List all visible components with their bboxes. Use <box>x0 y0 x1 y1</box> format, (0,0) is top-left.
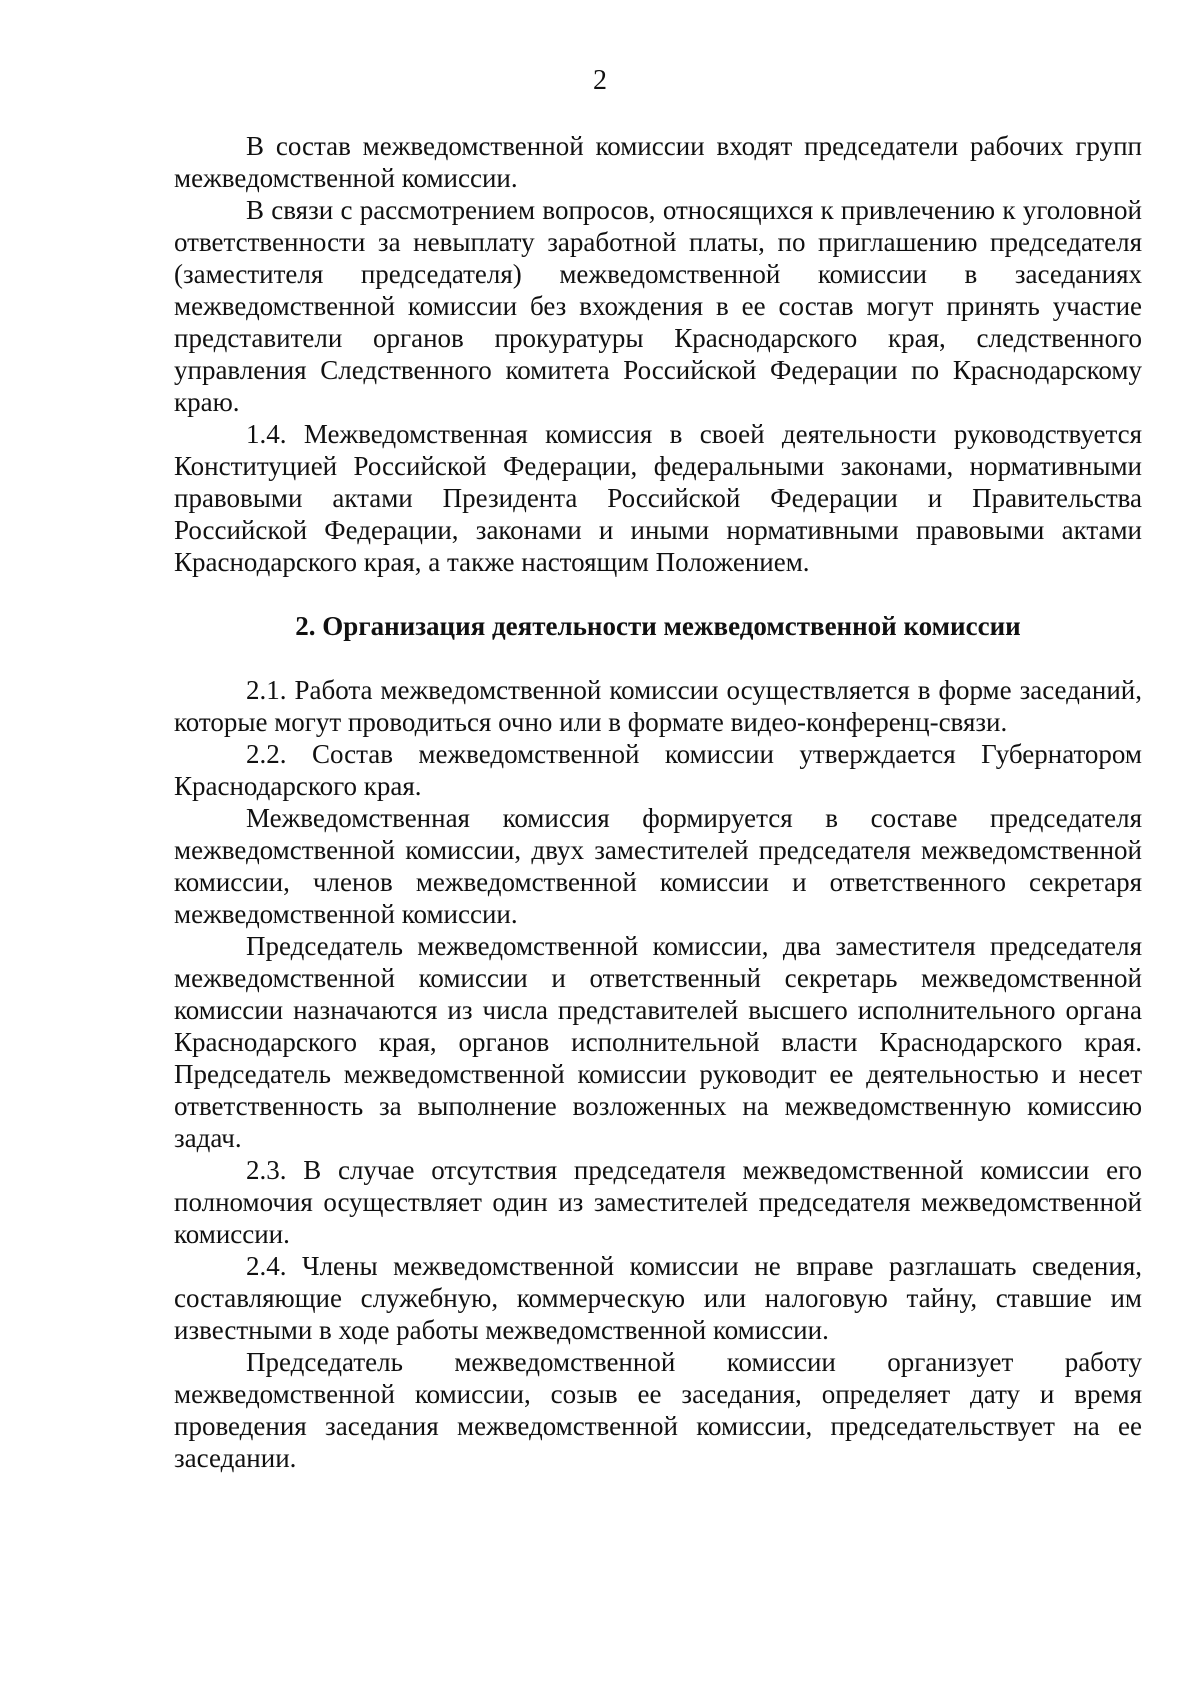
paragraph-2-4-confidentiality: 2.4. Члены межведомственной комиссии не вправе разглашать сведения, составляющие служебную, коммерческую или налоговую тайну, ставшие им известными в ходе работы межведомственной комиссии. <box>174 1251 1142 1345</box>
paragraph-chair-duties: Председатель межведомственной комиссии организует работу межведомственной комиссии, созыв ее заседания, определяет дату и время проведения заседания межведомственной комиссии, председательствует на ее заседании. <box>174 1347 1142 1473</box>
paragraph-composition-formation: Межведомственная комиссия формируется в составе председателя межведомственной комиссии, двух заместителей председателя межведомственной комиссии, членов межведомственной комиссии и ответственного секретаря межведомственной комиссии. <box>174 803 1142 929</box>
page-number: 2 <box>593 65 607 96</box>
paragraph-2-3-chair-absence: 2.3. В случае отсутствия председателя межведомственной комиссии его полномочия осуществляет один из заместителей председателя межведомственной комиссии. <box>174 1155 1142 1249</box>
paragraph-chair-appointment: Председатель межведомственной комиссии, два заместителя председателя межведомственной комиссии и ответственный секретарь межведомственной комиссии назначаются из числа представителей высшего исполнительного органа Краснодарского края, органов исполнительной власти Краснодарского края. Председатель межведомственной комиссии руководит ее деятельностью и несет ответственность за выполнение возложенных на межведомственную комиссию задач. <box>174 931 1142 1153</box>
section-heading-organization: 2. Организация деятельности межведомственной комиссии <box>295 611 1021 641</box>
paragraph-2-1-meetings: 2.1. Работа межведомственной комиссии осуществляется в форме заседаний, которые могут проводиться очно или в формате видео-конференц-связи. <box>174 675 1142 737</box>
paragraph-prosecution-participation: В связи с рассмотрением вопросов, относящихся к привлечению к уголовной ответственности за невыплату заработной платы, по приглашению председателя (заместителя председателя) межведомственной комиссии в заседаниях межведомственной комиссии без вхождения в ее состав могут принять участие представители органов прокуратуры Краснодарского края, следственного управления Следственного комитета Российской Федерации по Краснодарскому краю. <box>174 195 1142 417</box>
paragraph-2-2-composition-approval: 2.2. Состав межведомственной комиссии утверждается Губернатором Краснодарского края. <box>174 739 1142 801</box>
paragraph-1-4-legal-basis: 1.4. Межведомственная комиссия в своей деятельности руководствуется Конституцией Российской Федерации, федеральными законами, нормативными правовыми актами Президента Российской Федерации и Правительства Российской Федерации, законами и иными нормативными правовыми актами Краснодарского края, а также настоящим Положением. <box>174 419 1142 577</box>
paragraph-composition-chairs: В состав межведомственной комиссии входят председатели рабочих групп межведомственной комиссии. <box>174 131 1142 193</box>
document-body <box>174 130 1142 1474</box>
